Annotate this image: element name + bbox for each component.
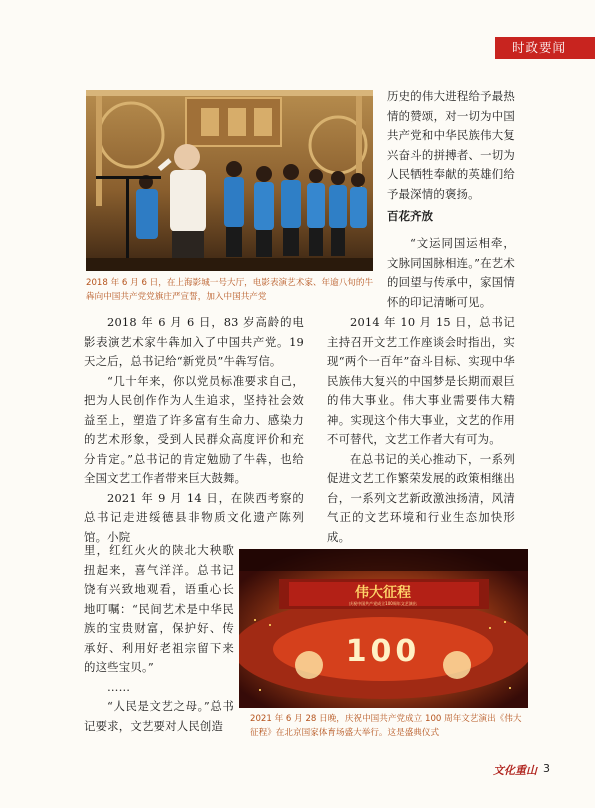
para-2014: 2014 年 10 月 15 日，总书记主持召开文艺工作座谈会时指出，实现“两个一百年”奋斗目标、实现中华民族伟大复兴的中国梦是长期而艰巨的伟大事业。伟大事业需要伟大精神。实现这个伟大事业，文艺的作用不可替代，文艺工作者大有可为。: [327, 315, 515, 446]
section-tag: 时政要闻: [495, 37, 595, 59]
para-2021-rest: 里，红红火火的陕北大秧歌扭起来，喜气洋洋。总书记饶有兴致地观看，语重心长地叮嘱：“民间艺术是中华民族的宝贵财富，保护好、传承好、利用好老祖宗留下来的这些宝贝。”: [84, 543, 234, 674]
para-2018: 2018 年 6 月 6 日，83 岁高龄的电影表演艺术家牛犇加入了中国共产党。19 天之后，总书记给“新党员”牛犇写信。: [84, 315, 304, 368]
right-column-top: [387, 87, 515, 204]
ellipsis: ……: [107, 679, 131, 694]
left-column-narrow: [84, 541, 234, 736]
right-column-quote: [387, 234, 515, 312]
para-decades: “几十年来，你以党员标准要求自己，把为人民创作作为人生追求，坚持社会效益至上，塑造了许多富有生命力、感染力的艺术形象，受到人民群众高度评价和充分肯定。”总书记的肯定勉励了牛犇，也给全国文艺工作者带来巨大鼓舞。: [84, 373, 304, 485]
para-people-mother: “人民是文艺之母。”总书记要求，文艺要对人民创造: [84, 699, 234, 733]
para-2021-source: [0, 0, 1, 1]
page-number: 3: [543, 762, 550, 775]
photo2-caption: 2021 年 6 月 28 日晚，庆祝中国共产党成立 100 周年文艺演出《伟大征程》在北京国家体育场盛大举行。这是盛典仪式: [250, 714, 522, 738]
left-column-main: [84, 313, 304, 547]
right-column-mid: [327, 313, 515, 586]
photo-gala: [239, 549, 528, 708]
gala-screen-title: 伟大征程: [355, 585, 411, 601]
oath-ceremony-image: [86, 90, 373, 271]
para-2021-intro: 2021 年 9 月 14 日，在陕西考察的总书记走进绥德县非物质文化遗产陈列馆。小院: [84, 490, 304, 544]
para-promote: 在总书记的关心推动下，一系列促进文艺工作繁荣发展的政策相继出台，一系列文艺新政激浊扬清，风清气正的文艺环境和行业生态加快形成。: [327, 451, 515, 544]
subhead-hundred-flowers: 百花齐放: [387, 209, 433, 223]
photo-oath-ceremony: [86, 90, 373, 271]
para-culture-quote: “文运同国运相牵，文脉同国脉相连。”在艺术的回望与传承中，家国情怀的印记清晰可见。: [387, 236, 515, 309]
photo1-caption: 2018 年 6 月 6 日，在上海影城一号大厅，电影表演艺术家、年逾八旬的牛犇向中国共产党党旗庄严宣誓，加入中国共产党: [86, 278, 374, 302]
para-history-praise: 历史的伟大进程给予最热情的赞颂，对一切为中国共产党和中华民族伟大复兴奋斗的拼搏者、一切为人民牺牲奉献的英雄们给予最深情的褒扬。: [387, 89, 515, 201]
gala-floor-number: 100: [345, 634, 421, 669]
gala-image: [239, 549, 528, 708]
footer-logo: 文化重山: [493, 764, 537, 777]
gala-screen-subtitle: 庆祝中国共产党成立100周年文艺演出: [349, 601, 417, 606]
